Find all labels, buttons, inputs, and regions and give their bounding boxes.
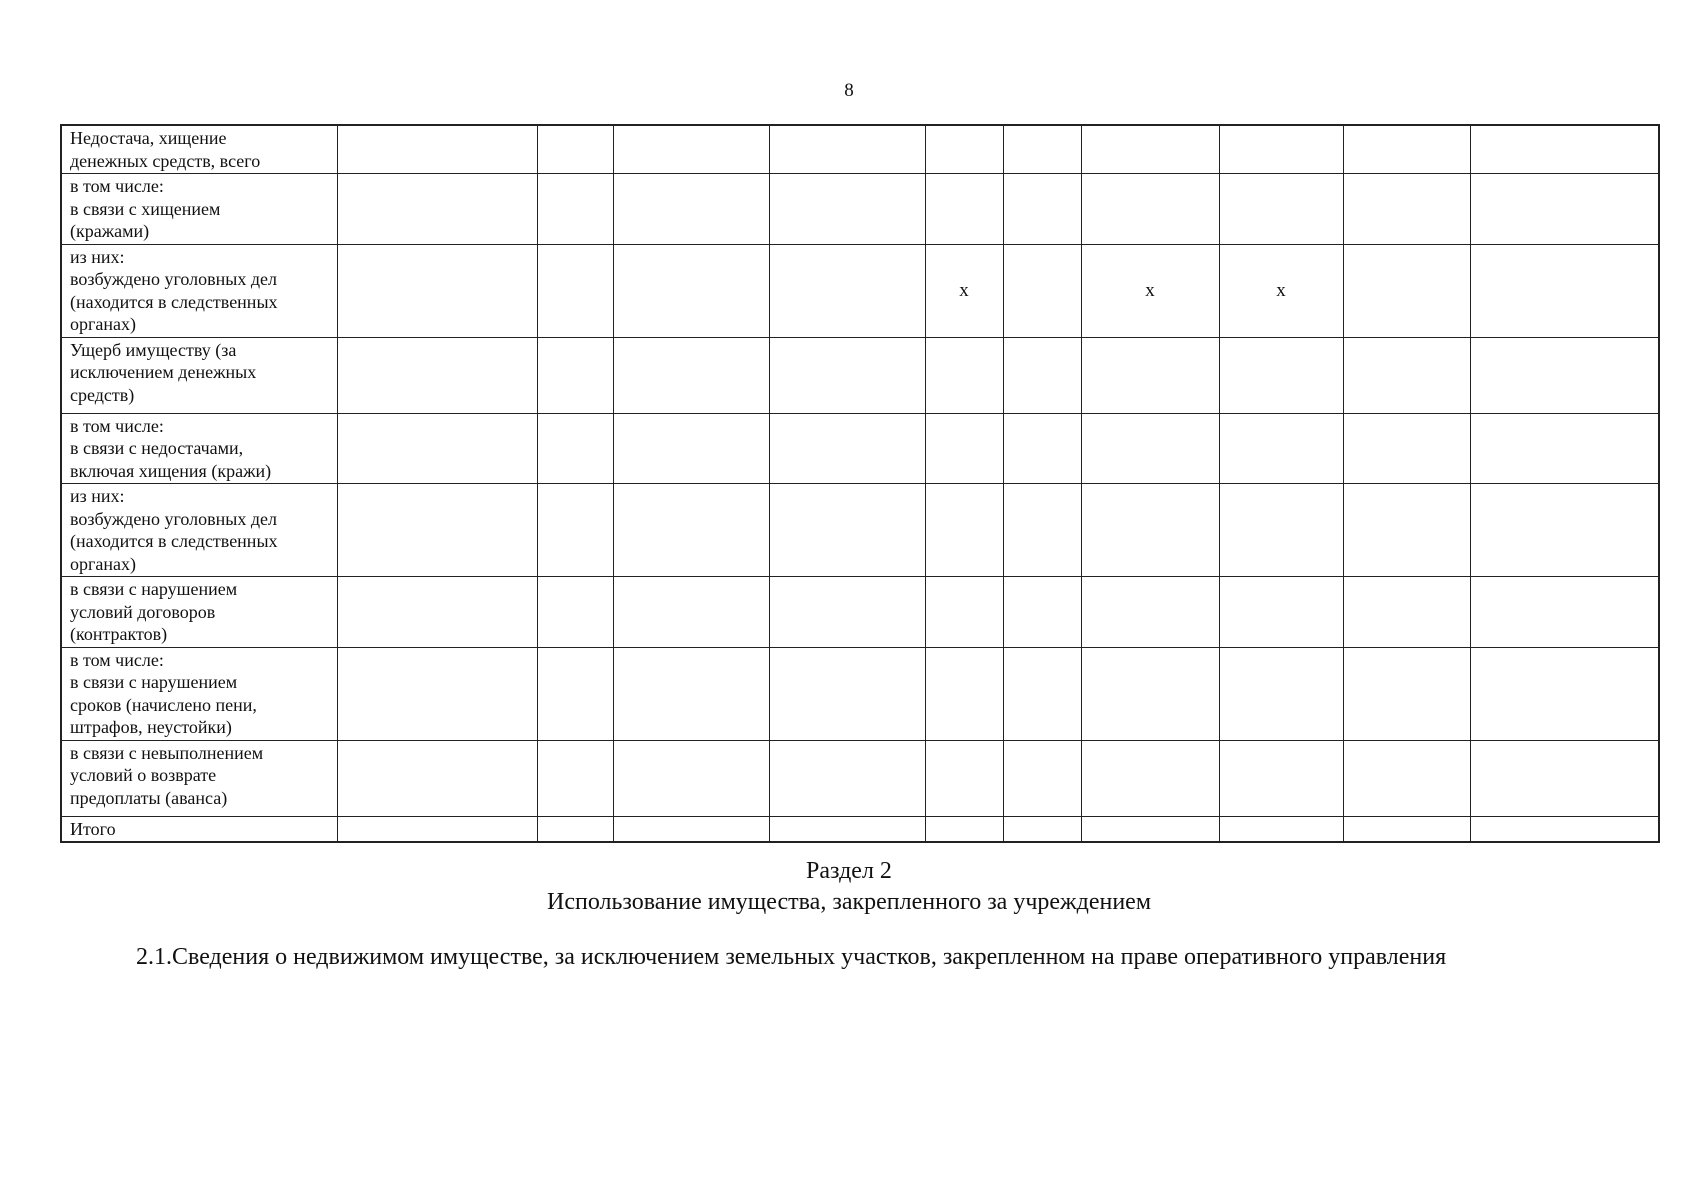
table-cell [1081, 125, 1219, 174]
table-cell [1003, 125, 1081, 174]
table-cell [1343, 577, 1470, 648]
x-mark-cell [1081, 244, 1219, 337]
table-cell [1219, 174, 1343, 245]
table-cell [1343, 647, 1470, 740]
row-label-line: в связи с невыполнением [70, 742, 264, 763]
table-cell [337, 740, 537, 816]
table-row [61, 174, 1659, 245]
table-cell [1343, 816, 1470, 842]
row-label-line: в том числе: [70, 415, 164, 436]
table-cell [1343, 413, 1470, 484]
table-cell [337, 413, 537, 484]
table-cell [537, 647, 613, 740]
table-cell [1343, 125, 1470, 174]
table-cell [1219, 413, 1343, 484]
table-row [61, 816, 1659, 842]
table-cell [337, 337, 537, 413]
table-cell [925, 174, 1003, 245]
table-cell [337, 244, 537, 337]
table-cell [1219, 337, 1343, 413]
table-cell [1003, 174, 1081, 245]
row-label-line: в связи с недостачами, [70, 438, 244, 458]
row-label-line: штрафов, неустойки) [70, 717, 232, 737]
table-cell [1003, 740, 1081, 816]
row-label-line: в том числе: [70, 176, 164, 196]
table-row [61, 413, 1659, 484]
x-mark: x [1276, 279, 1286, 301]
row-label [61, 816, 337, 842]
row-label-line: в связи с нарушением [70, 579, 238, 599]
row-label-line: предоплаты (аванса) [70, 787, 228, 808]
table-cell [337, 484, 537, 577]
table-cell [925, 577, 1003, 648]
table-cell [1003, 484, 1081, 577]
row-label-line: из них: [70, 486, 125, 506]
row-label [61, 577, 337, 648]
table-cell [613, 816, 769, 842]
row-label-line: (находится в следственных [70, 531, 278, 551]
table-row [61, 577, 1659, 648]
row-label [61, 484, 337, 577]
table-cell [613, 125, 769, 174]
row-label-line: из них: [70, 246, 125, 267]
section-subtitle: Использование имущества, закрепленного за учреждением [546, 889, 1152, 915]
row-label-line: в том числе: [70, 649, 164, 670]
row-label-line: Ущерб имуществу (за [70, 339, 237, 360]
row-label-line: денежных средств, всего [70, 150, 261, 171]
table-cell [537, 174, 613, 245]
section-title: Раздел 2 [806, 858, 892, 884]
row-label-line: Недостача, хищение [70, 128, 227, 148]
row-label [61, 125, 337, 174]
table-cell [1081, 577, 1219, 648]
table-cell [925, 413, 1003, 484]
x-mark-cell [925, 244, 1003, 337]
table-cell [1343, 484, 1470, 577]
table-cell [1081, 816, 1219, 842]
table-cell [537, 337, 613, 413]
table-cell [1470, 174, 1659, 245]
table-cell [337, 647, 537, 740]
table-cell [1081, 174, 1219, 245]
row-label-line: (кражами) [70, 221, 150, 241]
subsection-2-1 [60, 942, 1652, 973]
x-mark: x [959, 279, 969, 301]
table-cell [769, 125, 925, 174]
table-cell [1219, 816, 1343, 842]
row-label-line: средств) [70, 384, 135, 405]
row-label-line: органах) [70, 553, 136, 574]
subsection-text: Сведения о недвижимом имуществе, за исключением земельных участков, закрепленном на праве оперативного управления [172, 944, 1447, 970]
table-cell [1470, 125, 1659, 174]
row-label-line: включая хищения (кражи) [70, 460, 272, 481]
table-cell [769, 577, 925, 648]
table-row [61, 244, 1659, 337]
table-row [61, 647, 1659, 740]
subsection-number: 2.1. [136, 944, 172, 970]
table-cell [537, 484, 613, 577]
table-cell [613, 740, 769, 816]
table-cell [1219, 647, 1343, 740]
table-cell [613, 577, 769, 648]
table-cell [613, 174, 769, 245]
row-label-line: исключением денежных [70, 362, 257, 382]
table-cell [537, 577, 613, 648]
table-row [61, 740, 1659, 816]
row-label-line: (находится в следственных [70, 291, 278, 312]
row-label [61, 413, 337, 484]
table-cell [1470, 577, 1659, 648]
table-cell [537, 125, 613, 174]
table-cell [1003, 647, 1081, 740]
row-label [61, 244, 337, 337]
table-cell [1470, 484, 1659, 577]
table-cell [925, 740, 1003, 816]
table-cell [337, 125, 537, 174]
row-label-line: условий о возврате [70, 765, 217, 785]
report-table [60, 124, 1660, 843]
table-cell [925, 337, 1003, 413]
table-cell [1343, 740, 1470, 816]
table-cell [1081, 337, 1219, 413]
row-label-line: в связи с хищением [70, 198, 221, 219]
table-cell [537, 816, 613, 842]
row-label-line: возбуждено уголовных дел [70, 269, 277, 289]
table-cell [1003, 577, 1081, 648]
table-cell [613, 647, 769, 740]
table-cell [1081, 413, 1219, 484]
row-label-line: органах) [70, 314, 136, 334]
table-cell [537, 244, 613, 337]
table-cell [1343, 174, 1470, 245]
table-cell [769, 647, 925, 740]
row-label [61, 740, 337, 816]
table-cell [537, 740, 613, 816]
row-label-line: (контрактов) [70, 624, 168, 644]
row-label-line: Итого [70, 818, 116, 839]
row-label [61, 337, 337, 413]
table-cell [1219, 577, 1343, 648]
table-cell [925, 816, 1003, 842]
table-cell [769, 484, 925, 577]
table-cell [337, 577, 537, 648]
x-mark: x [1145, 279, 1155, 301]
table-cell [1470, 244, 1659, 337]
table-cell [769, 337, 925, 413]
row-label-line: сроков (начислено пени, [70, 694, 257, 715]
table-cell [1343, 337, 1470, 413]
table-cell [1081, 484, 1219, 577]
table-cell [613, 244, 769, 337]
table-cell [1219, 125, 1343, 174]
x-mark-cell [1219, 244, 1343, 337]
table-cell [1219, 484, 1343, 577]
table-cell [1003, 816, 1081, 842]
table-body [61, 125, 1659, 842]
table-cell [1470, 816, 1659, 842]
table-cell [1470, 413, 1659, 484]
table-row [61, 337, 1659, 413]
row-label-line: условий договоров [70, 601, 216, 622]
table-cell [925, 125, 1003, 174]
table-cell [1470, 337, 1659, 413]
table-cell [769, 174, 925, 245]
table-cell [337, 816, 537, 842]
table-cell [1470, 740, 1659, 816]
table-cell [613, 337, 769, 413]
table-cell [1081, 740, 1219, 816]
table-row [61, 125, 1659, 174]
section-heading [0, 856, 1698, 918]
row-label-line: в связи с нарушением [70, 672, 238, 692]
table-cell [769, 244, 925, 337]
table-cell [1081, 647, 1219, 740]
table-cell [925, 484, 1003, 577]
table-cell [769, 816, 925, 842]
row-label [61, 647, 337, 740]
table-cell [337, 174, 537, 245]
table-cell [537, 413, 613, 484]
table-cell [1003, 337, 1081, 413]
page-number: 8 [844, 80, 854, 101]
table-cell [925, 647, 1003, 740]
table-cell [769, 740, 925, 816]
table-cell [1343, 244, 1470, 337]
table-cell [1219, 740, 1343, 816]
row-label-line: возбуждено уголовных дел [70, 508, 277, 529]
table-cell [613, 413, 769, 484]
table-cell [613, 484, 769, 577]
table-cell [1470, 647, 1659, 740]
table-row [61, 484, 1659, 577]
table-cell [1003, 413, 1081, 484]
table-cell [769, 413, 925, 484]
row-label [61, 174, 337, 245]
table-cell [1003, 244, 1081, 337]
